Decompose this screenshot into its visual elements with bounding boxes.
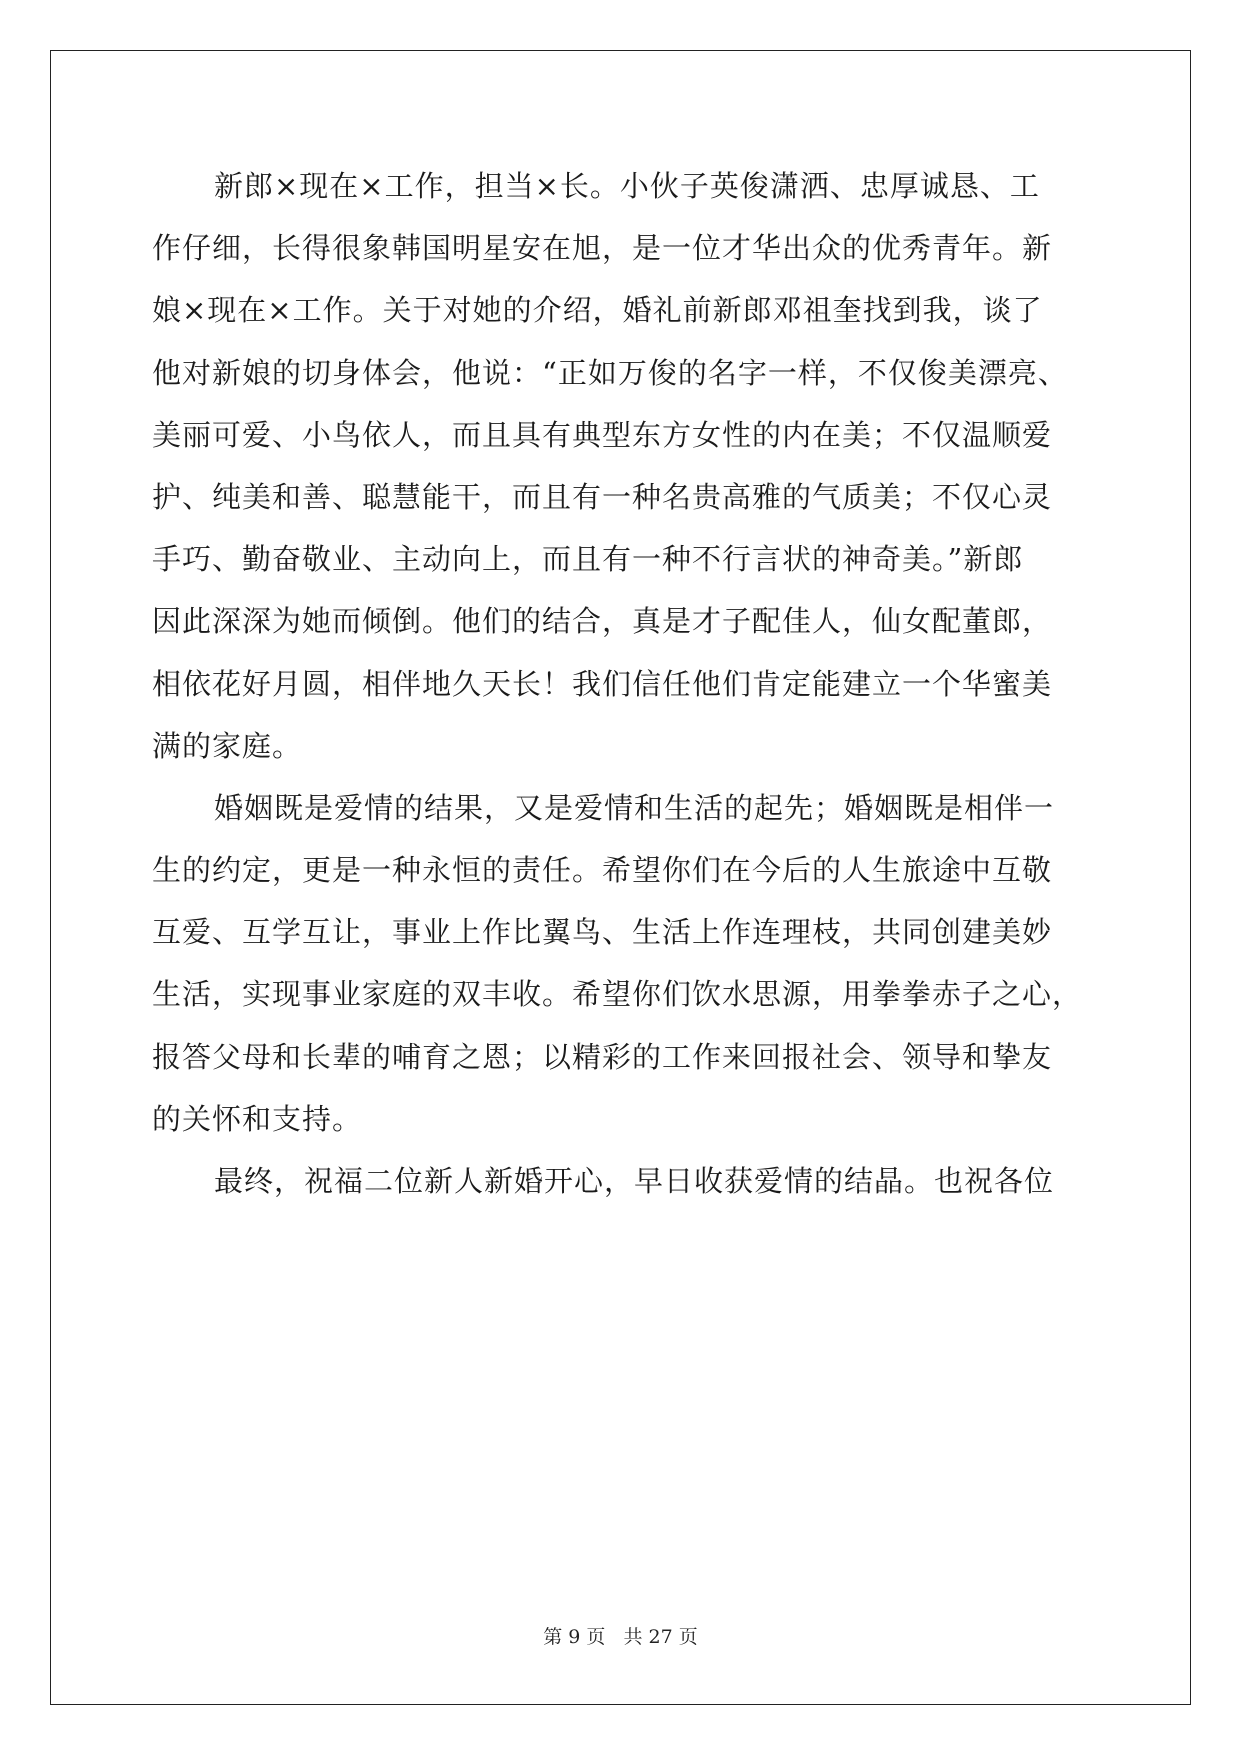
text-line: 互爱、互学互让，事业上作比翼鸟、生活上作连理枝，共同创建美妙 [152,915,1053,950]
page-number: 第 9 页 [543,1626,606,1648]
page-total: 共 27 页 [623,1626,698,1648]
text-line: 新郎×现在×工作，担当×长。小伙子英俊潇洒、忠厚诚恳、工 [214,169,1040,203]
text-line: 娘×现在×工作。关于对她的介绍，婚礼前新郎邓祖奎找到我，谈了 [152,293,1043,328]
text-line: 婚姻既是爱情的结果，又是爱情和生活的起先；婚姻既是相伴一 [214,790,1055,825]
text-line: 报答父母和长辈的哺育之恩；以精彩的工作来回报社会、领导和挚友 [152,1039,1053,1074]
text-line: 他对新娘的切身体会，他说：“正如万俊的名字一样，不仅俊美漂亮、 [152,355,1068,390]
text-line: 作仔细，长得很象韩国明星安在旭，是一位才华出众的优秀青年。新 [152,231,1053,266]
text-line: 美丽可爱、小鸟依人，而且具有典型东方女性的内在美；不仅温顺爱 [152,417,1053,452]
text-line: 相依花好月圆，相伴地久天长！我们信任他们肯定能建立一个华蜜美 [152,666,1053,701]
text-line: 因此深深为她而倾倒。他们的结合，真是才子配佳人，仙女配董郎， [152,604,1053,639]
text-line: 生的约定，更是一种永恒的责任。希望你们在今后的人生旅途中互敬 [152,853,1053,888]
page-footer [0,1622,1241,1649]
text-line: 满的家庭。 [152,728,303,763]
text-line: 的关怀和支持。 [152,1101,363,1136]
text-line: 手巧、勤奋敬业、主动向上，而且有一种不行言状的神奇美。”新郎 [152,542,1024,577]
text-line: 生活，实现事业家庭的双丰收。希望你们饮水思源，用拳拳赤子之心， [152,977,1083,1012]
document-body [152,155,1097,1212]
text-line: 护、纯美和善、聪慧能干，而且有一种名贵高雅的气质美；不仅心灵 [152,479,1053,514]
text-line: 最终，祝福二位新人新婚开心，早日收获爱情的结晶。也祝各位 [214,1164,1055,1198]
